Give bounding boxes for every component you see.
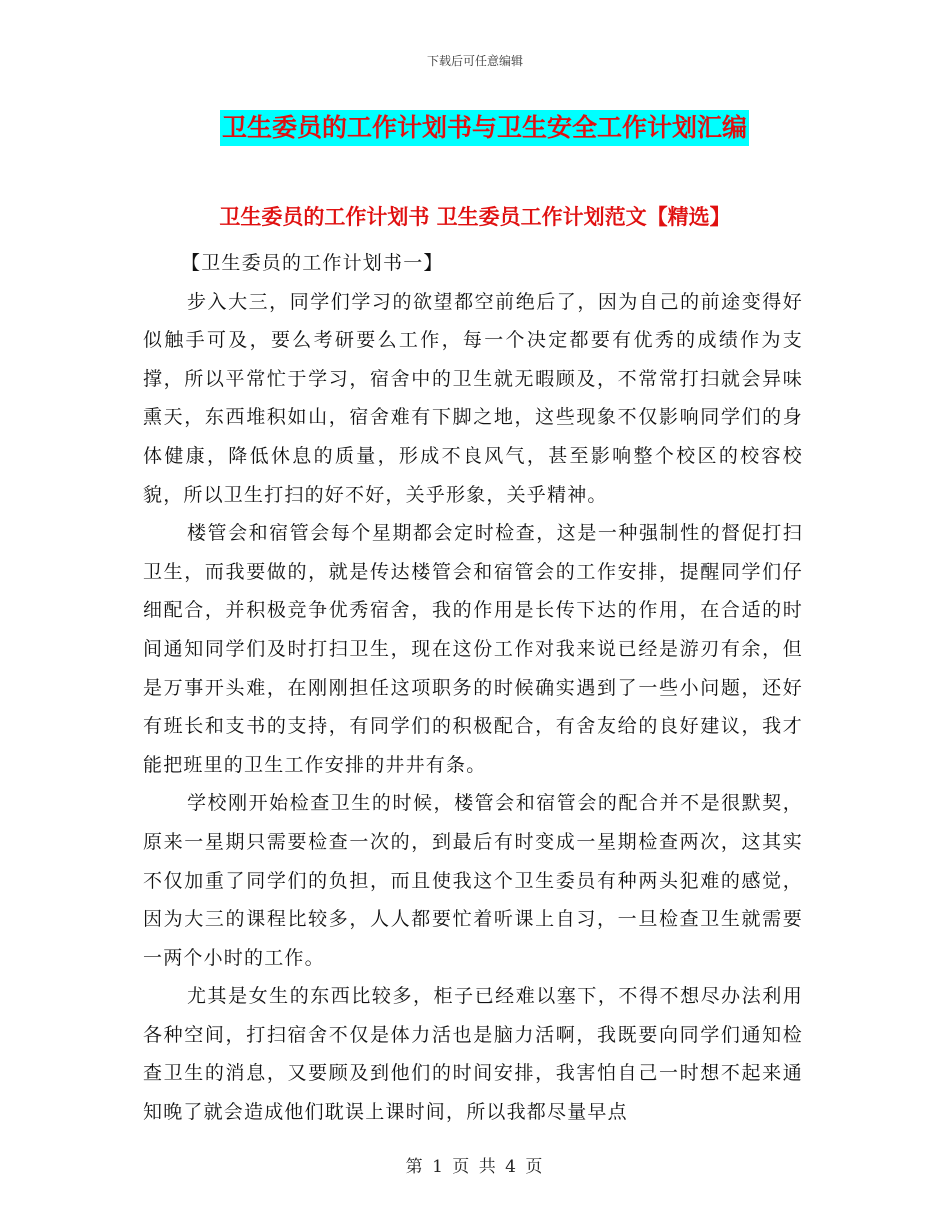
- section-title: 卫生委员的工作计划书 卫生委员工作计划范文【精选】: [219, 205, 731, 229]
- paragraph: 尤其是女生的东西比较多，柜子已经难以塞下，不得不想尽办法利用各种空间，打扫宿舍不仅是体力活也是脑力活啊，我既要向同学们通知检查卫生的消息，又要顾及到他们的时间安排，我害怕自己一时想不起来通知晚了就会造成他们耽误上课时间，所以我都尽量早点: [143, 985, 803, 1124]
- page-number: 第 1 页 共 4 页: [405, 1157, 545, 1177]
- document-body: [143, 244, 803, 1132]
- header-note: 下载后可任意编辑: [426, 54, 523, 68]
- document-title-container: [220, 110, 749, 146]
- paragraph: 步入大三，同学们学习的欲望都空前绝后了，因为自己的前途变得好似触手可及，要么考研要么工作，每一个决定都要有优秀的成绩作为支撑，所以平常忙于学习，宿舍中的卫生就无暇顾及，不常常打扫就会异味熏天，东西堆积如山，宿舍难有下脚之地，这些现象不仅影响同学们的身体健康，降低休息的质量，形成不良风气，甚至影响整个校区的校容校貌，所以卫生打扫的好不好，关乎形象，关乎精神。: [143, 290, 803, 506]
- subhead: 【卫生委员的工作计划书一】: [181, 252, 444, 274]
- document-title: 卫生委员的工作计划书与卫生安全工作计划汇编: [220, 110, 749, 146]
- paragraph: 学校刚开始检查卫生的时候，楼管会和宿管会的配合并不是很默契，原来一星期只需要检查一次的，到最后有时变成一星期检查两次，这其实不仅加重了同学们的负担，而且使我这个卫生委员有种两头犯难的感觉，因为大三的课程比较多，人人都要忙着听课上自习，一旦检查卫生就需要一两个小时的工作。: [143, 792, 803, 969]
- paragraph: 楼管会和宿管会每个星期都会定时检查，这是一种强制性的督促打扫卫生，而我要做的，就是传达楼管会和宿管会的工作安排，提醒同学们仔细配合，并积极竞争优秀宿舍，我的作用是长传下达的作用，在合适的时间通知同学们及时打扫卫生，现在这份工作对我来说已经是游刃有余，但是万事开头难，在刚刚担任这项职务的时候确实遇到了一些小问题，还好有班长和支书的支持，有同学们的积极配合，有舍友给的良好建议，我才能把班里的卫生工作安排的井井有条。: [143, 522, 803, 776]
